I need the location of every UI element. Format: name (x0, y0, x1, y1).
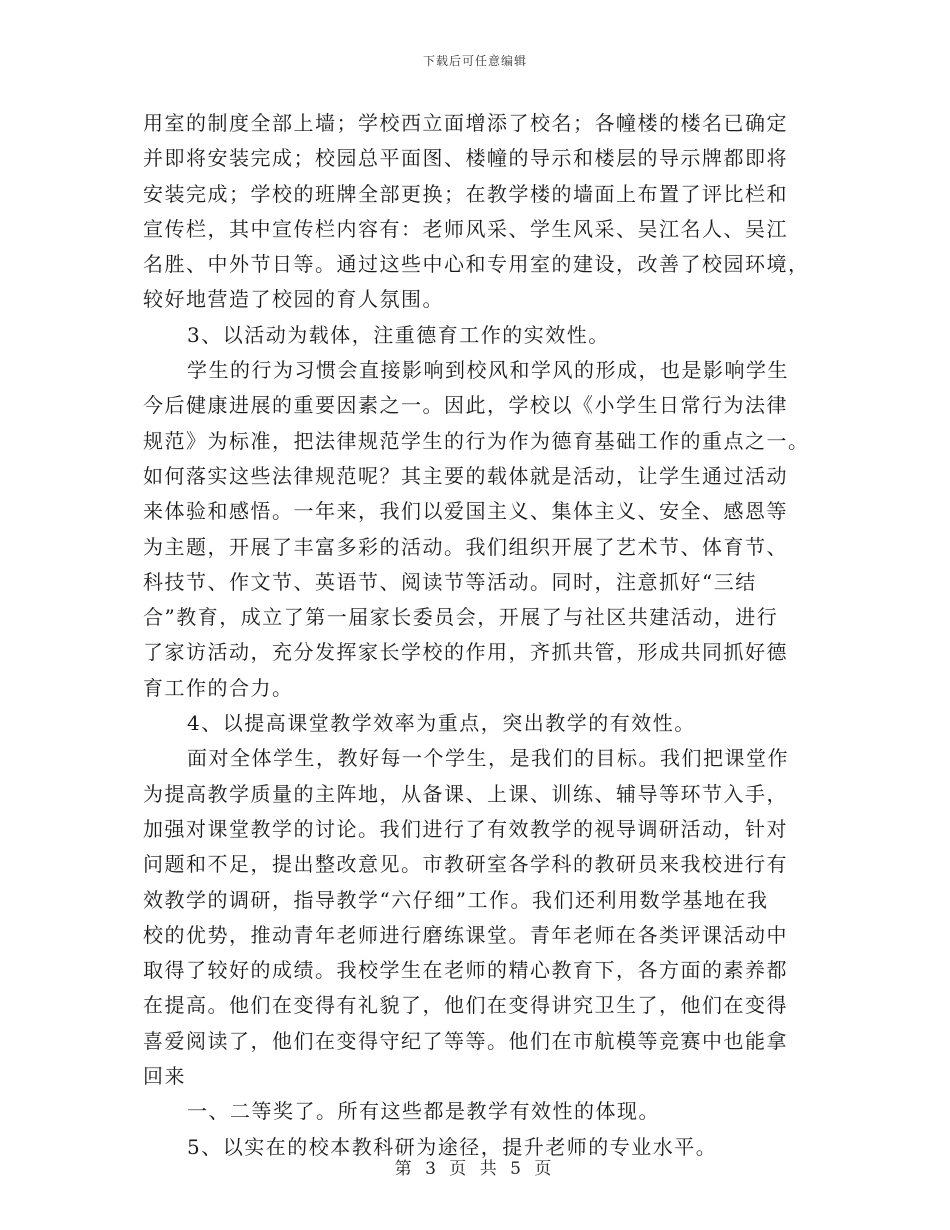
text-line: 3、以活动为载体，注重德育工作的实效性。 (187, 322, 610, 347)
text-line: 为提高教学质量的主阵地，从备课、上课、训练、辅导等环节入手， (143, 781, 788, 806)
text-line: 合”教育，成立了第一届家长委员会，开展了与社区共建活动，进行 (143, 605, 779, 630)
text-line: 宣传栏，其中宣传栏内容有：老师风采、学生风采、吴江名人、吴江 (143, 216, 788, 241)
text-line: 为主题，开展了丰富多彩的活动。我们组织开展了艺术节、体育节、 (143, 534, 788, 559)
text-line: 学生的行为习惯会直接影响到校风和学风的形成，也是影响学生 (187, 358, 789, 383)
text-line: 面对全体学生，教好每一个学生，是我们的目标。我们把课堂作 (187, 746, 789, 771)
text-line: 名胜、中外节日等。通过这些中心和专用室的建设，改善了校园环境， (143, 252, 810, 277)
text-line: 了家访活动，充分发挥家长学校的作用，齐抓共管，形成共同抓好德 (143, 640, 788, 665)
text-line: 4、以提高课堂教学效率为重点，突出教学的有效性。 (187, 711, 696, 736)
text-line: 回来 (143, 1064, 186, 1089)
page-header-note: 下载后可任意编辑 (422, 54, 527, 68)
page-number-footer: 第 3 页 共 5 页 (394, 1159, 556, 1179)
text-line: 并即将安装完成；校园总平面图、楼幢的导示和楼层的导示牌都即将 (143, 146, 788, 171)
text-line: 效教学的调研，指导教学“六仔细”工作。我们还利用数学基地在我 (143, 887, 769, 912)
text-line: 问题和不足，提出整改意见。市教研室各学科的教研员来我校进行有 (143, 852, 788, 877)
text-line: 安装完成；学校的班牌全部更换；在教学楼的墙面上布置了评比栏和 (143, 181, 788, 206)
text-line: 较好地营造了校园的育人氛围。 (143, 287, 444, 312)
text-line: 来体验和感悟。一年来，我们以爱国主义、集体主义、安全、感恩等 (143, 499, 788, 524)
text-line: 如何落实这些法律规范呢？其主要的载体就是活动，让学生通过活动 (143, 463, 788, 488)
text-line: 今后健康进展的重要因素之一。因此，学校以《小学生日常行为法律 (143, 393, 788, 418)
text-line: 用室的制度全部上墙；学校西立面增添了校名；各幢楼的楼名已确定 (143, 111, 788, 135)
text-line: 育工作的合力。 (143, 675, 294, 700)
document-body (143, 106, 810, 1165)
text-line: 科技节、作文节、英语节、阅读节等活动。同时，注意抓好“三结 (143, 569, 757, 594)
text-line: 规范》为标准，把法律规范学生的行为作为德育基础工作的重点之一。 (143, 428, 810, 453)
text-line: 喜爱阅读了，他们在变得守纪了等等。他们在市航模等竞赛中也能拿 (143, 1028, 788, 1053)
text-line: 一、二等奖了。所有这些都是教学有效性的体现。 (187, 1099, 660, 1124)
text-line: 校的优势，推动青年老师进行磨练课堂。青年老师在各类评课活动中 (143, 922, 788, 947)
text-line: 加强对课堂教学的讨论。我们进行了有效教学的视导调研活动，针对 (143, 816, 788, 841)
text-line: 取得了较好的成绩。我校学生在老师的精心教育下，各方面的素养都 (143, 958, 788, 983)
text-line: 在提高。他们在变得有礼貌了，他们在变得讲究卫生了，他们在变得 (143, 993, 788, 1018)
text-line: 5、以实在的校本教科研为途径，提升老师的专业水平。 (187, 1134, 718, 1159)
